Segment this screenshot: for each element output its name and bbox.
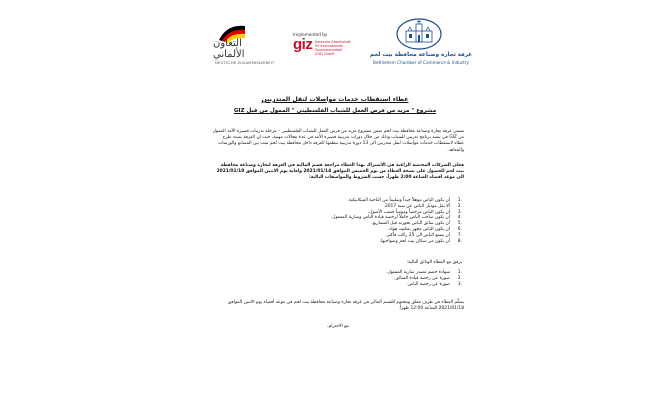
giz-implemented-by: Implemented by [293, 32, 328, 37]
list-item: .2 صورة عن رخصة قيادة السائق. [393, 275, 462, 281]
giz-wordmark: giz [293, 36, 313, 53]
closing-line: مع الاحترام، [327, 324, 349, 329]
chamber-name-arabic: غرفة تجارة وصناعة محافظة بيت لحم [369, 52, 473, 58]
german-cooperation-english: DEUTSCHE ZUSAMMENARBEIT [215, 61, 275, 65]
list-item: .2 ألا يقل موديل الباص عن سنة 2017. [383, 203, 462, 209]
submission-paragraph: يسلّم العطاء في ظرف مغلق ومختوم للقسم المالي في غرفة تجارة وصناعة محافظة بيت لحم في موعد أقصاه يوم الاثنين الموافق 2021/01/18 الساعة 12:00 ظهراً. [227, 300, 464, 312]
list-item: .3 أن يكون الباص مرخصاً ومؤمناً حسب الأصول. [367, 209, 462, 215]
giz-fullname: Deutsche Gesellschaft für Internationale Zusammenarbeit (GIZ) GmbH [315, 40, 351, 56]
document-subtitle: مشروع " مزيد من فرص العمل للشباب الفلسطيني " الممول من قبل GIZ [233, 108, 437, 114]
documents-list [240, 270, 462, 287]
intro-paragraph: تسعى غرفة تجارة وصناعة محافظة بيت لحم ضمن مشروع مزيد من فرص العمل للشباب الفلسطيني – مرحلة تدريبات قصيرة الأمد الممول من GIZ في تنفيذ برنامج تدريبي للشباب وذلك من خلال دورات تدريبية قصيرة الأمد في عدة مجالات مهنية، حيث إن الغرفة بصدد طرح عطاء لاستقطاب خدمات مواصلات لنقل متدربين الى 13 دورة تدريبية تنظمها الغرفة داخل محافظة بيت لحم تمت بين المصانع والورشات والمعاهد. [212, 129, 464, 153]
giz-logo [293, 32, 353, 66]
list-item: .5 أن يكون سائق الباص بحوزته قبل المشاريع. [371, 221, 462, 227]
documents-heading: يرفق مع العطاء الوثائق التالية: [406, 260, 462, 265]
list-item: .1 شهادة خصم مصدر سارية المفعول. [386, 270, 462, 275]
german-cooperation-arabic: التعاون الألماني [213, 38, 245, 60]
list-item: .3 صورة عن رخصة الباص. [406, 281, 462, 287]
list-item: .8 أن يكون من سكان بيت لحم وضواحيها. [379, 238, 462, 244]
chamber-name-english: Bethlehem Chamber of Commerce & Industry [373, 60, 469, 65]
list-item: .1 أن يكون الباص مؤهلاً جيداً وسليماً من الناحية الميكانيكية. [347, 198, 462, 203]
bethlehem-chamber-logo [368, 18, 474, 74]
german-cooperation-logo [213, 22, 275, 68]
list-item: .4 أن يكون صاحب الباص حاملاً لرخصة قيادة الباص وسارية المفعول. [330, 215, 462, 221]
requirements-list [240, 198, 462, 244]
list-item: .7 أن يتسع الباص الى 25 راكب فأكثر. [385, 232, 462, 238]
document-title: عطاء استقطاب خدمات مواصلات لنقل المتدربين [261, 96, 409, 103]
invitation-paragraph: فعلى الشركات المختصة الراغبة في الاشتراك بهذا العطاء مراجعة قسم المالية في الغرفة لتجارة وصناعة محافظة بيت لحم للحصول على نسخة العطاء من يوم الخميس الموافق 2021/01/14 ولغاية يوم الاثنين الموافق 2021/01/18 الى موعد اقصاه الساعة 2:00 ظهراً، حسب الشروط والمواصفات التالية: [216, 163, 464, 181]
chamber-emblem-icon [396, 18, 442, 50]
list-item: .6 أن يكون الباص مجهز بمكيف هواء. [387, 226, 462, 232]
